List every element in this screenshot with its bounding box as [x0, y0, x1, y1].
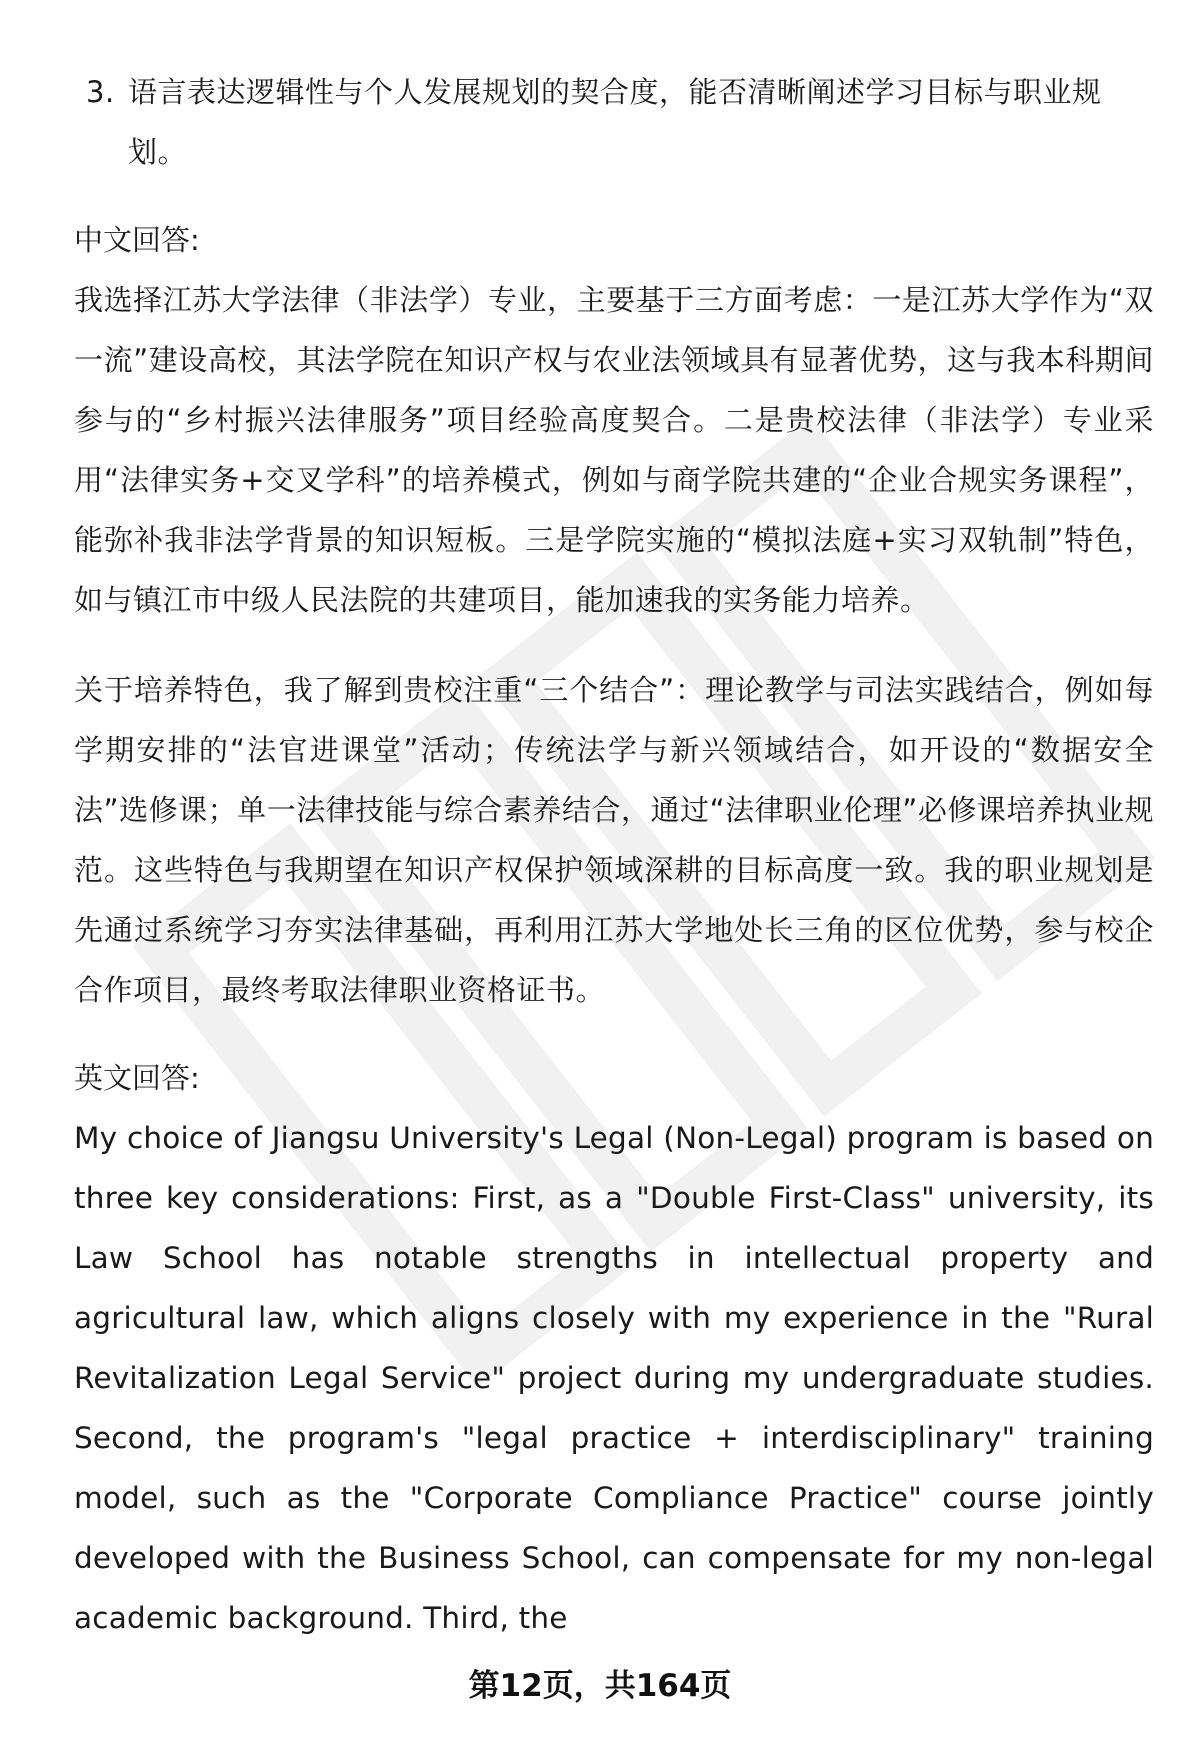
list-number: 3.	[86, 75, 115, 109]
zh-answer-paragraph-2: 关于培养特色，我了解到贵校注重“三个结合”：理论教学与司法实践结合，例如每学期安排的“法官进课堂”活动；传统法学与新兴领域结合，如开设的“数据安全法”选修课；单一法律技能与综合素养结合，通过“法律职业伦理”必修课培养执业规范。这些特色与我期望在知识产权保护领域深耕的目标高度一致。我的职业规划是先通过系统学习夯实法律基础，再利用江苏大学地处长三角的区位优势，参与校企合作项目，最终考取法律职业资格证书。	[74, 673, 1154, 1007]
zh-answer-paragraph-1: 我选择江苏大学法律（非法学）专业，主要基于三方面考虑：一是江苏大学作为“双一流”建设高校，其法学院在知识产权与农业法领域具有显著优势，这与我本科期间参与的“乡村振兴法律服务”项目经验高度契合。二是贵校法律（非法学）专业采用“法律实务+交叉学科”的培养模式，例如与商学院共建的“企业合规实务课程”，能弥补我非法学背景的知识短板。三是学院实施的“模拟法庭+实习双轨制”特色，如与镇江市中级人民法院的共建项目，能加速我的实务能力培养。	[74, 283, 1154, 617]
document-content	[74, 62, 1154, 1648]
en-answer-paragraph-1: My choice of Jiangsu University's Legal (Non-Legal) program is based on three key considerations: First, as a "Double First-Class" university, its Law School has notable strengths in intellectual property and agricultural law, which aligns closely with my experience in the "Rural Revitalization Legal Service" project during my undergraduate studies. Second, the program's "legal practice + interdisciplinary" training model, such as the "Corporate Compliance Practice" course jointly developed with the Business School, can compensate for my non-legal academic background. Third, the	[74, 1121, 1154, 1635]
list-item	[74, 62, 1154, 182]
list-item-text: 语言表达逻辑性与个人发展规划的契合度，能否清晰阐述学习目标与职业规划。	[128, 75, 1102, 169]
en-answer-label: 英文回答:	[74, 1061, 200, 1095]
zh-answer-label: 中文回答:	[74, 223, 200, 257]
page-indicator: 第12页，共164页	[468, 1668, 732, 1704]
